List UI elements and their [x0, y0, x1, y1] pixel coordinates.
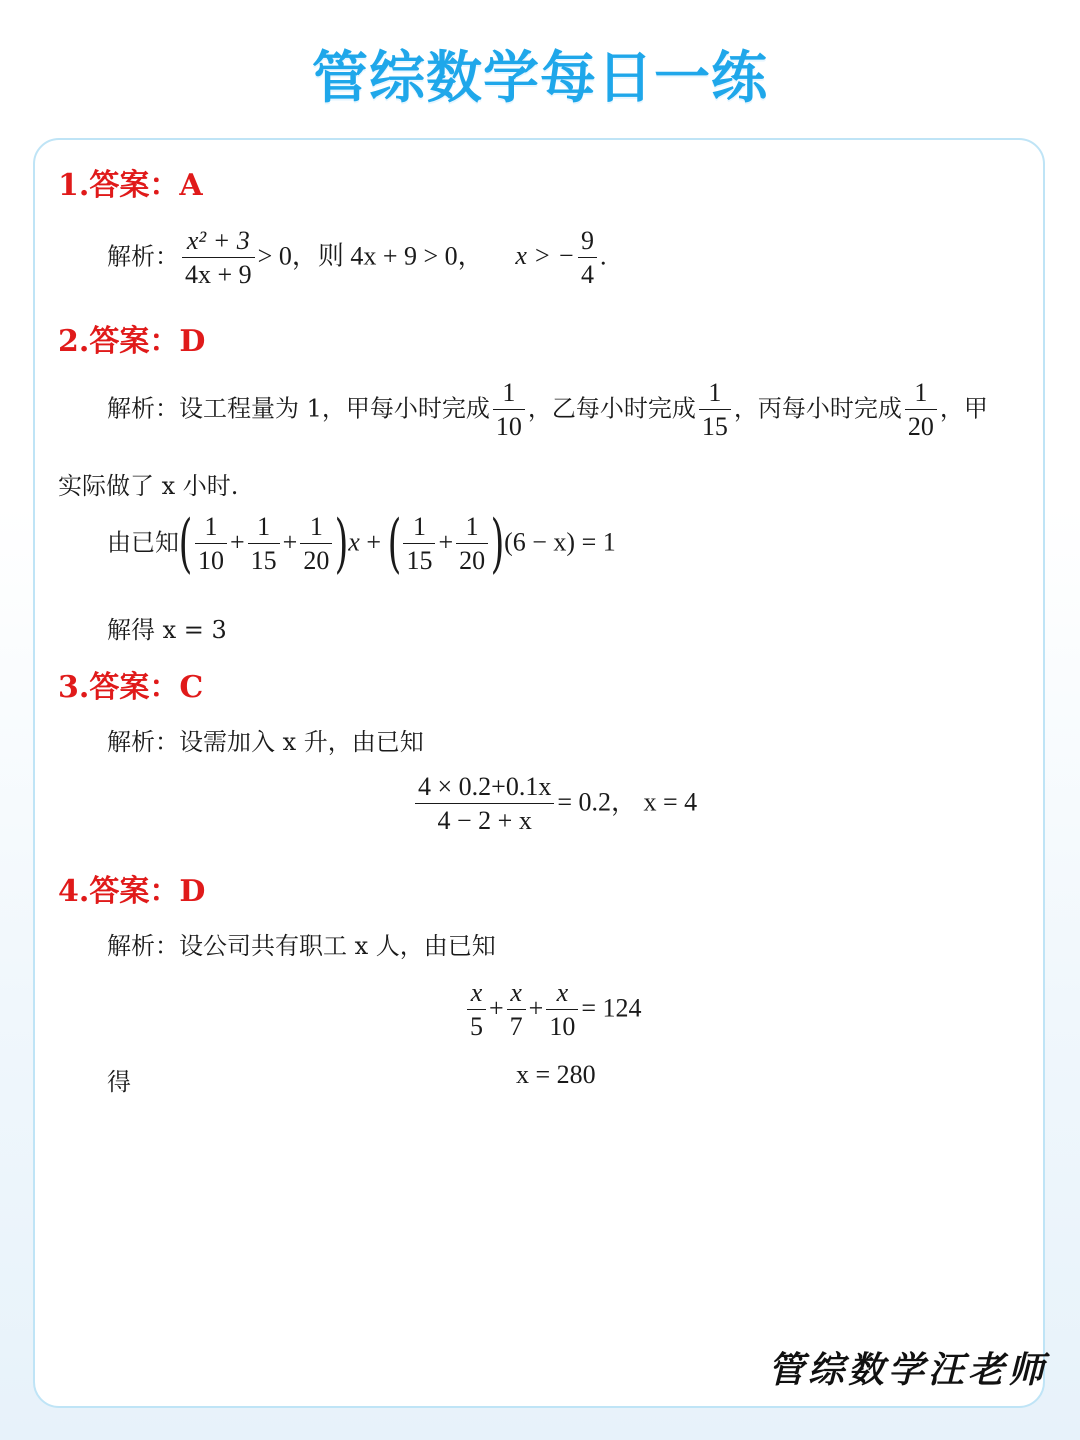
frac-num: 1	[465, 512, 479, 542]
q4-equation: $\frac{x}{5}$ + $\frac{x}{7}$ + $\frac{x}{10}$ = 124	[464, 978, 642, 1042]
q3-equation	[412, 772, 697, 836]
frac-num: 1	[204, 512, 218, 542]
q1-rest: > 0，则 4x + 9 > 0，	[257, 241, 484, 271]
fraction-bar	[300, 543, 332, 544]
author-signature: 管综数学汪老师	[768, 1349, 1049, 1391]
frac-num: x	[510, 978, 522, 1007]
frac-den: 15	[250, 546, 277, 575]
q4-result: x = 280	[516, 1060, 596, 1089]
fraction-bar	[578, 257, 597, 258]
frac	[195, 512, 227, 576]
frac-den: 10	[549, 1011, 576, 1041]
fraction-bar	[467, 1009, 486, 1010]
frac-den: 15	[701, 411, 728, 441]
q2-solve: 解得 x = 3	[107, 616, 227, 644]
frac	[456, 512, 488, 576]
fraction-bar	[456, 543, 488, 544]
frac-den: 20	[303, 546, 330, 575]
q1-result-fraction	[578, 226, 597, 290]
fraction-bar	[182, 257, 255, 258]
frac-num: 1	[914, 378, 928, 407]
q2-frac-bing	[905, 378, 937, 442]
q1-frac-den: 4x + 9	[185, 259, 252, 289]
q2-known: 由已知	[107, 528, 179, 557]
frac-den: 10	[197, 546, 224, 575]
frac-den: 15	[406, 546, 433, 575]
q2-intro-c: ，丙每小时完成	[733, 394, 902, 423]
frac	[546, 978, 578, 1042]
frac	[507, 978, 526, 1042]
frac-den: 20	[459, 546, 486, 575]
q3-fraction	[415, 772, 554, 836]
frac-num: 1	[309, 512, 323, 542]
q4-eq-rest: = 124	[581, 993, 642, 1023]
q4-heading: 4.答案：D	[58, 874, 206, 909]
left-paren: (	[178, 507, 193, 581]
left-paren: (	[387, 507, 401, 581]
fraction-bar	[493, 409, 525, 410]
q3-rest: = 0.2， x = 4	[557, 787, 698, 817]
q2-intro-d: ，甲	[939, 394, 988, 423]
q2-frac-yi	[699, 378, 731, 442]
frac-num: 1	[502, 378, 516, 407]
q3-heading: 3.答案：C	[58, 670, 204, 705]
q1-label: 解析：	[107, 242, 179, 271]
q2-heading: 2.答案：D	[58, 324, 206, 359]
q2-equation: 由已知( $\frac{1}{10}$ + $\frac{1}{15}$ + $\frac{1}{20}$ )x + ( $\frac{1}{15}$ + $\frac{1}{20}$ )(6 − x) = 1	[107, 507, 616, 581]
q4-intro: 解析：设公司共有职工 x 人，由已知	[107, 932, 496, 960]
fraction-bar	[195, 543, 227, 544]
q1-result-den: 4	[580, 259, 594, 289]
right-paren: )	[490, 507, 505, 581]
fraction-bar	[507, 1009, 526, 1010]
q1-analysis	[107, 226, 606, 290]
frac-num: 1	[412, 512, 426, 542]
q1-result-num: 9	[580, 226, 594, 255]
q3-frac-num: 4 × 0.2+0.1x	[418, 772, 552, 801]
page-title: 管综数学每日一练	[312, 46, 768, 111]
frac-den: 10	[495, 411, 522, 441]
q2-line2: 实际做了 x 小时.	[58, 472, 239, 500]
fraction-bar	[403, 543, 435, 544]
frac-num: 1	[708, 378, 722, 407]
q1-result-end: .	[599, 241, 607, 271]
q1-fraction	[182, 226, 255, 290]
fraction-bar	[248, 543, 280, 544]
frac	[467, 978, 486, 1042]
frac	[300, 512, 332, 576]
q2-equation-tail: (6 − x) = 1	[504, 527, 616, 557]
q1-heading: 1.答案：A	[58, 168, 203, 203]
fraction-bar	[905, 409, 937, 410]
fraction-bar	[699, 409, 731, 410]
q2-intro-a: 解析：设工程量为 1，甲每小时完成	[107, 394, 490, 423]
frac	[403, 512, 435, 576]
fraction-bar	[415, 803, 554, 804]
q2-intro-b: ，乙每小时完成	[527, 394, 696, 423]
q1-result-lhs: x > −	[515, 241, 575, 271]
fraction-bar	[546, 1009, 578, 1010]
frac-den: 7	[509, 1011, 523, 1041]
right-paren: )	[334, 507, 349, 581]
q1-frac-num: x² + 3	[186, 226, 250, 255]
frac-num: x	[470, 978, 483, 1007]
q2-intro	[107, 378, 988, 442]
frac-num: x	[556, 978, 569, 1007]
q4-get: 得	[107, 1068, 131, 1096]
frac	[248, 512, 280, 576]
q3-frac-den: 4 − 2 + x	[437, 805, 532, 835]
q2-frac-jia	[493, 378, 525, 442]
frac-den: 5	[470, 1011, 483, 1041]
frac-num: 1	[257, 512, 271, 542]
frac-den: 20	[907, 411, 934, 441]
q3-intro: 解析：设需加入 x 升，由已知	[107, 728, 424, 756]
